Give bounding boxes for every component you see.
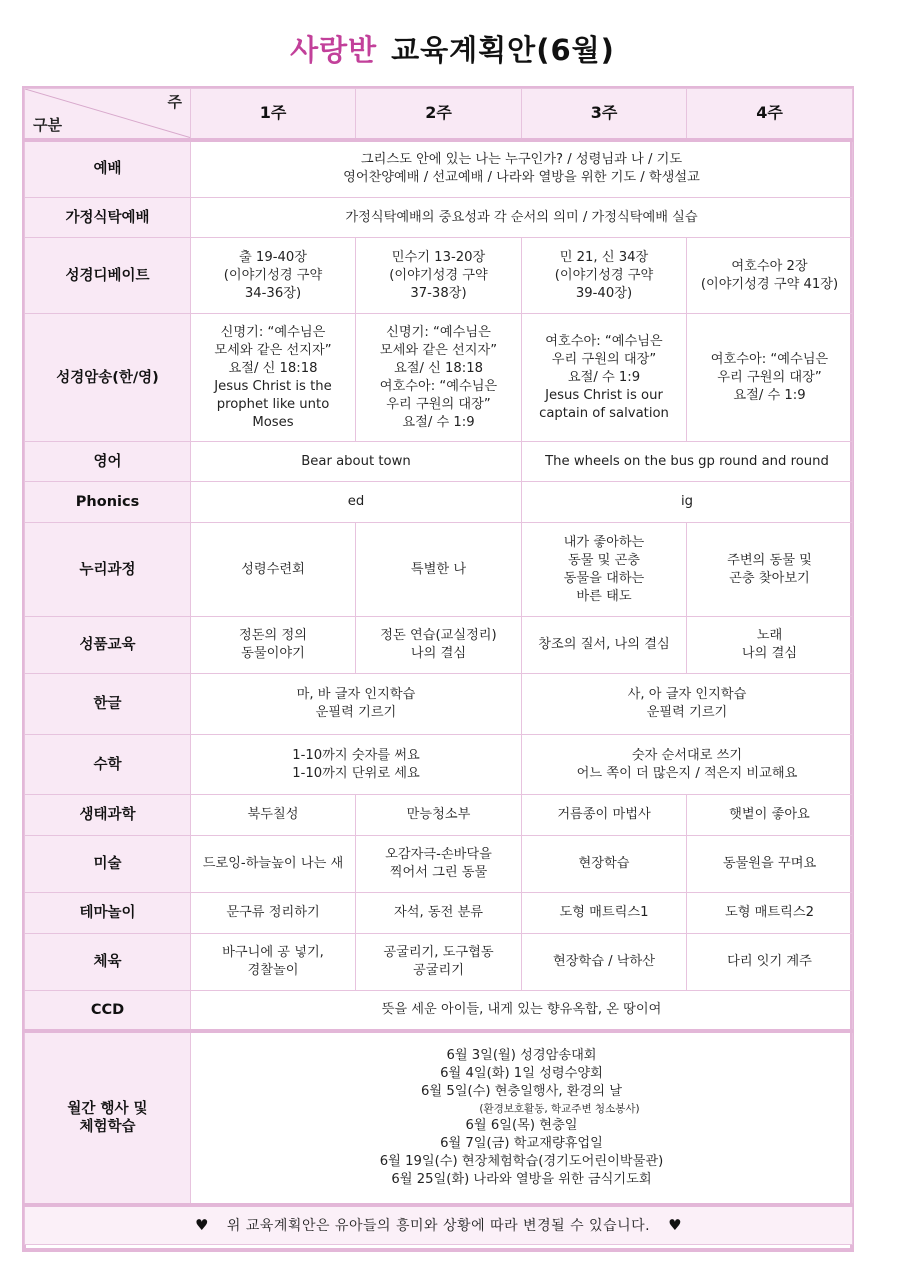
row-label: 가정식탁예배	[25, 198, 191, 238]
row-label: 수학	[25, 735, 191, 795]
footer-row	[25, 1205, 853, 1245]
row-label: 생태과학	[25, 795, 191, 836]
plan-title: 교육계획안(6월)	[391, 33, 615, 67]
row-label: 성품교육	[25, 617, 191, 674]
footer-note: 위 교육계획안은 유아들의 흥미와 상황에 따라 변경될 수 있습니다.	[226, 1217, 651, 1234]
debate-week-4: 여호수아 2장 (이야기성경 구약 41장)	[687, 238, 853, 314]
debate-week-3: 민 21, 신 34장 (이야기성경 구약 39-40장)	[522, 238, 687, 314]
row-physical-education	[25, 934, 853, 991]
ecology-week-2: 만능청소부	[356, 795, 522, 836]
theme-week-4: 도형 매트릭스2	[687, 893, 853, 934]
event-item: 6월 19일(수) 현장체험학습(경기도어린이박물관)	[379, 1153, 664, 1169]
nuri-week-1: 성령수련회	[191, 523, 356, 617]
corner-header	[25, 89, 191, 140]
ecology-week-1: 북두칠성	[191, 795, 356, 836]
pe-week-4: 다리 잇기 계주	[687, 934, 853, 991]
corner-week-label: 주	[167, 93, 182, 111]
page-title	[0, 28, 905, 69]
row-hangul	[25, 674, 853, 735]
row-family-worship	[25, 198, 853, 238]
row-label: 체육	[25, 934, 191, 991]
row-label: 한글	[25, 674, 191, 735]
ecology-week-4: 햇볕이 좋아요	[687, 795, 853, 836]
row-bible-memory	[25, 314, 853, 442]
family-worship-content: 가정식탁예배의 중요성과 각 순서의 의미 / 가정식탁예배 실습	[191, 198, 853, 238]
nuri-week-3: 내가 좋아하는 동물 및 곤충 동물을 대하는 바른 태도	[522, 523, 687, 617]
event-item: 6월 25일(화) 나라와 열방을 위한 금식기도회	[391, 1171, 652, 1187]
row-label: 월간 행사 및 체험학습	[25, 1031, 191, 1205]
memory-week-4: 여호수아: “예수님은 우리 구원의 대장” 요절/ 수 1:9	[687, 314, 853, 442]
debate-week-2: 민수기 13-20장 (이야기성경 구약 37-38장)	[356, 238, 522, 314]
nuri-week-4: 주변의 동물 및 곤충 찾아보기	[687, 523, 853, 617]
memory-week-2: 신명기: “예수님은 모세와 같은 선지자” 요절/ 신 18:18 여호수아: “예수님은 우리 구원의 대장” 요절/ 수 1:9	[356, 314, 522, 442]
row-worship	[25, 140, 853, 198]
memory-week-1: 신명기: “예수님은 모세와 같은 선지자” 요절/ 신 18:18 Jesus Christ is the prophet like unto Moses	[191, 314, 356, 442]
pe-week-1: 바구니에 공 넣기, 경찰놀이	[191, 934, 356, 991]
theme-week-3: 도형 매트릭스1	[522, 893, 687, 934]
english-week-3-4: The wheels on the bus gp round and round	[522, 442, 853, 482]
pe-week-2: 공굴리기, 도구협동 공굴리기	[356, 934, 522, 991]
math-week-3-4: 숫자 순서대로 쓰기 어느 쪽이 더 많은지 / 적은지 비교해요	[522, 735, 853, 795]
event-item: 6월 6일(목) 현충일	[465, 1117, 578, 1133]
row-label: 누리과정	[25, 523, 191, 617]
row-label: Phonics	[25, 482, 191, 523]
row-label: 성경디베이트	[25, 238, 191, 314]
row-bible-debate	[25, 238, 853, 314]
footer-note-cell	[25, 1205, 853, 1245]
monthly-events-list	[191, 1031, 853, 1205]
education-plan-table	[24, 88, 853, 1245]
phonics-week-3-4: ig	[522, 482, 853, 523]
event-item: 6월 5일(수) 현충일행사, 환경의 날	[421, 1083, 622, 1099]
art-week-4: 동물원을 꾸며요	[687, 836, 853, 893]
class-name: 사랑반	[290, 33, 378, 67]
row-english	[25, 442, 853, 482]
nuri-week-2: 특별한 나	[356, 523, 522, 617]
event-item: 6월 3일(월) 성경암송대회	[446, 1047, 597, 1063]
art-week-1: 드로잉-하늘높이 나는 새	[191, 836, 356, 893]
row-label: 미술	[25, 836, 191, 893]
row-theme-play	[25, 893, 853, 934]
art-week-2: 오감자극-손바닥을 찍어서 그린 동물	[356, 836, 522, 893]
row-ccd	[25, 991, 853, 1031]
week-3-header: 3주	[522, 89, 687, 140]
row-art	[25, 836, 853, 893]
header-row	[25, 89, 853, 140]
heart-icon: ♥	[194, 1215, 209, 1234]
row-phonics	[25, 482, 853, 523]
pe-week-3: 현장학습 / 낙하산	[522, 934, 687, 991]
week-2-header: 2주	[356, 89, 522, 140]
row-label: 영어	[25, 442, 191, 482]
theme-week-1: 문구류 정리하기	[191, 893, 356, 934]
memory-week-3: 여호수아: “예수님은 우리 구원의 대장” 요절/ 수 1:9 Jesus Christ is our captain of salvation	[522, 314, 687, 442]
week-1-header: 1주	[191, 89, 356, 140]
row-label: 테마놀이	[25, 893, 191, 934]
phonics-week-1-2: ed	[191, 482, 522, 523]
row-eco-science	[25, 795, 853, 836]
ecology-week-3: 거름종이 마법사	[522, 795, 687, 836]
theme-week-2: 자석, 동전 분류	[356, 893, 522, 934]
debate-week-1: 출 19-40장 (이야기성경 구약 34-36장)	[191, 238, 356, 314]
row-label: 성경암송(한/영)	[25, 314, 191, 442]
row-character-education	[25, 617, 853, 674]
row-math	[25, 735, 853, 795]
character-week-3: 창조의 질서, 나의 결심	[522, 617, 687, 674]
hangul-week-1-2: 마, 바 글자 인지학습 운필력 기르기	[191, 674, 522, 735]
math-week-1-2: 1-10까지 숫자를 써요 1-10까지 단위로 세요	[191, 735, 522, 795]
event-sub-note: (환경보호활동, 학교주변 청소봉사)	[479, 1102, 640, 1115]
character-week-4: 노래 나의 결심	[687, 617, 853, 674]
ccd-content: 뜻을 세운 아이들, 내게 있는 향유옥합, 온 땅이여	[191, 991, 853, 1031]
row-label: 예배	[25, 140, 191, 198]
art-week-3: 현장학습	[522, 836, 687, 893]
english-week-1-2: Bear about town	[191, 442, 522, 482]
heart-icon: ♥	[668, 1215, 683, 1234]
row-nuri-curriculum	[25, 523, 853, 617]
character-week-2: 정돈 연습(교실정리) 나의 결심	[356, 617, 522, 674]
character-week-1: 정돈의 정의 동물이야기	[191, 617, 356, 674]
worship-content: 그리스도 안에 있는 나는 누구인가? / 성령님과 나 / 기도 영어찬양예배 / 선교예배 / 나라와 열방을 위한 기도 / 학생설교	[191, 140, 853, 198]
corner-category-label: 구분	[33, 115, 62, 134]
row-monthly-events	[25, 1031, 853, 1205]
row-label: CCD	[25, 991, 191, 1031]
hangul-week-3-4: 사, 아 글자 인지학습 운필력 기르기	[522, 674, 853, 735]
week-4-header: 4주	[687, 89, 853, 140]
event-item: 6월 4일(화) 1일 성령수양회	[440, 1065, 603, 1081]
event-item: 6월 7일(금) 학교재량휴업일	[440, 1135, 603, 1151]
